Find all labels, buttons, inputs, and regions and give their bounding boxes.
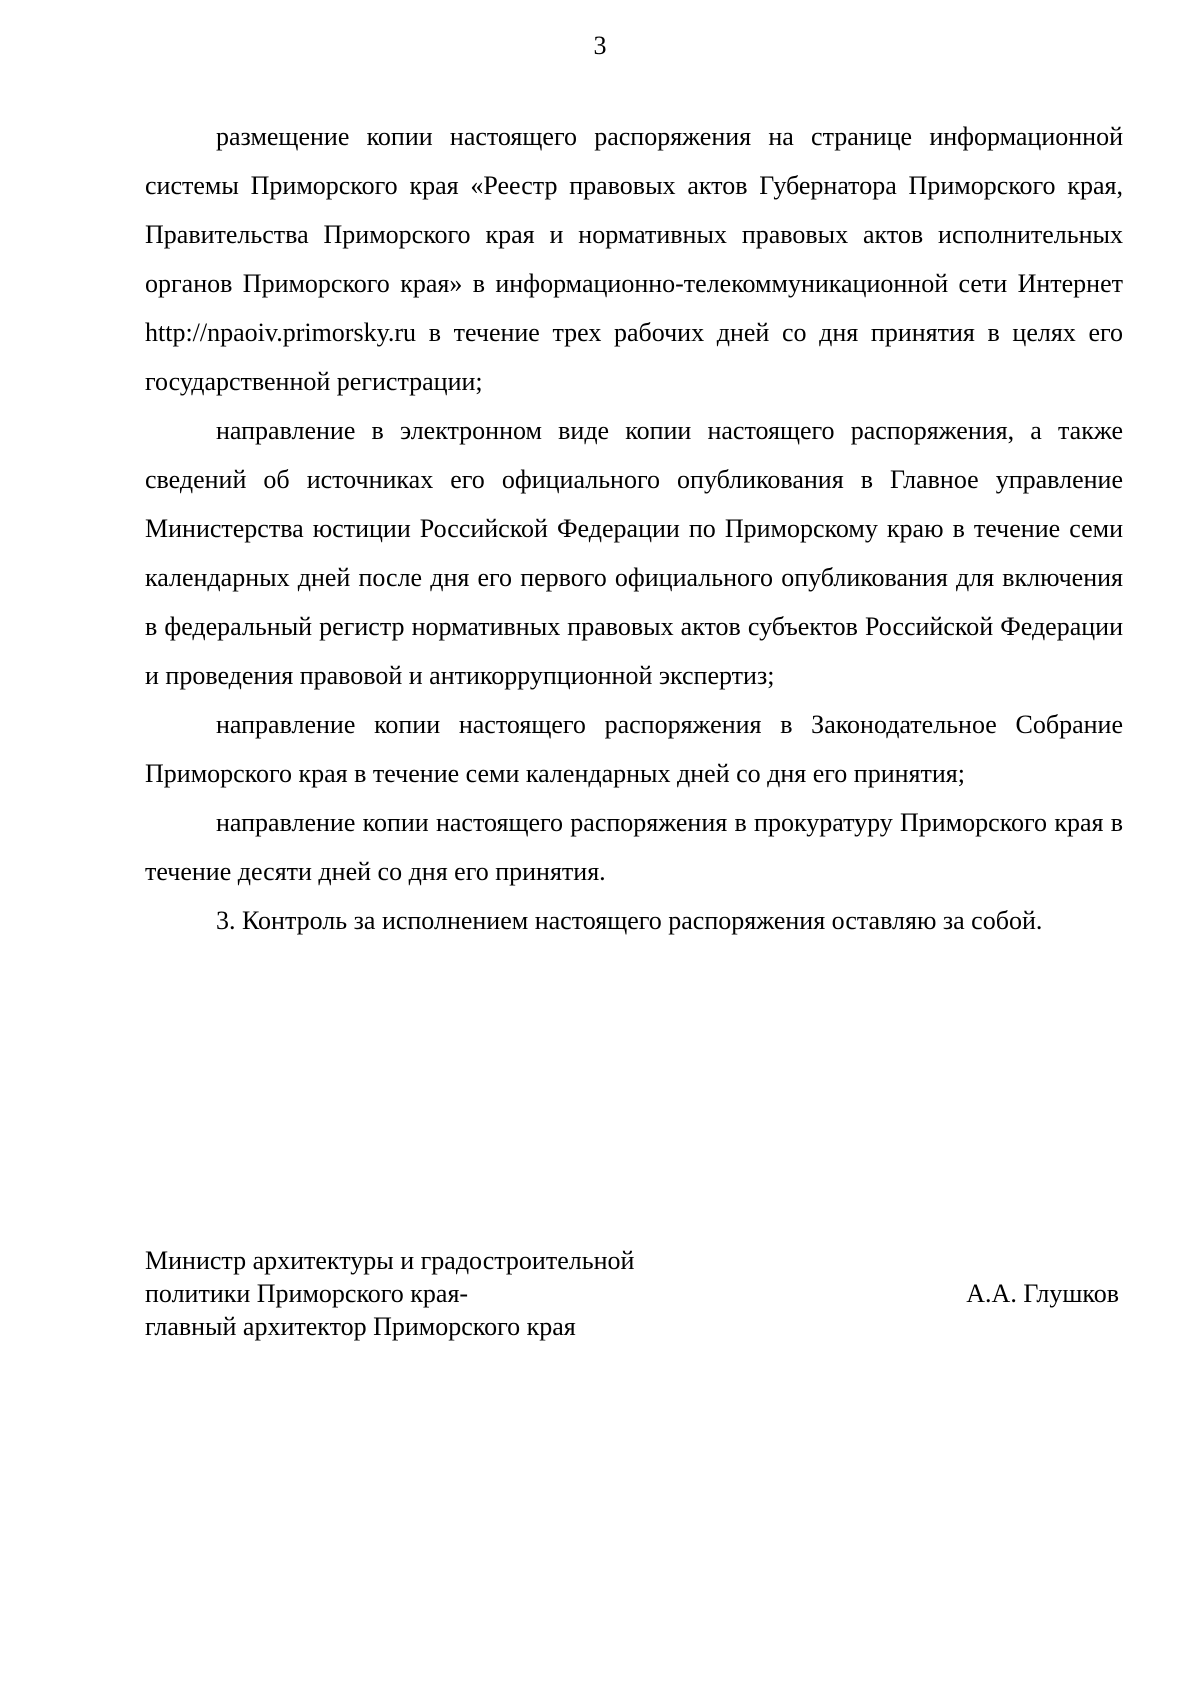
page-number: 3 [593, 31, 607, 60]
paragraph-ministry-of-justice: направление в электронном виде копии настоящего распоряжения, а также сведений об источниках его официального опубликования в Главное управление Министерства юстиции Российской Федерации по Приморскому краю в течение семи календарных дней после дня его первого официального опубликования для включения в федеральный регистр нормативных правовых актов субъектов Российской Федерации и проведения правовой и антикоррупционной экспертиз; [145, 416, 1123, 690]
signatory-title-line: главный архитектор Приморского края [145, 1312, 576, 1341]
signatory-title-line: политики Приморского края- [145, 1279, 469, 1308]
paragraph-prosecutor: направление копии настоящего распоряжения в прокуратуру Приморского края в течение десяти дней со дня его принятия. [145, 808, 1123, 886]
document-body [145, 112, 1123, 945]
paragraph-legislative-assembly: направление копии настоящего распоряжения в Законодательное Собрание Приморского края в течение семи календарных дней со дня его принятия; [145, 710, 1123, 788]
signatory-title [145, 1244, 765, 1343]
signatory-title-line: Министр архитектуры и градостроительной [145, 1246, 635, 1275]
paragraph-publication-registry: размещение копии настоящего распоряжения на странице информационной системы Приморского края «Реестр правовых актов Губернатора Приморского края, Правительства Приморского края и нормативных правовых актов исполнительных органов Приморского края» в информационно-телекоммуникационной сети Интернет http://npaoiv.primorsky.ru в течение трех рабочих дней со дня принятия в целях его государственной регистрации; [145, 122, 1123, 396]
paragraph-control: 3. Контроль за исполнением настоящего распоряжения оставляю за собой. [216, 906, 1043, 935]
signatory-name: А.А. Глушков [966, 1279, 1119, 1308]
